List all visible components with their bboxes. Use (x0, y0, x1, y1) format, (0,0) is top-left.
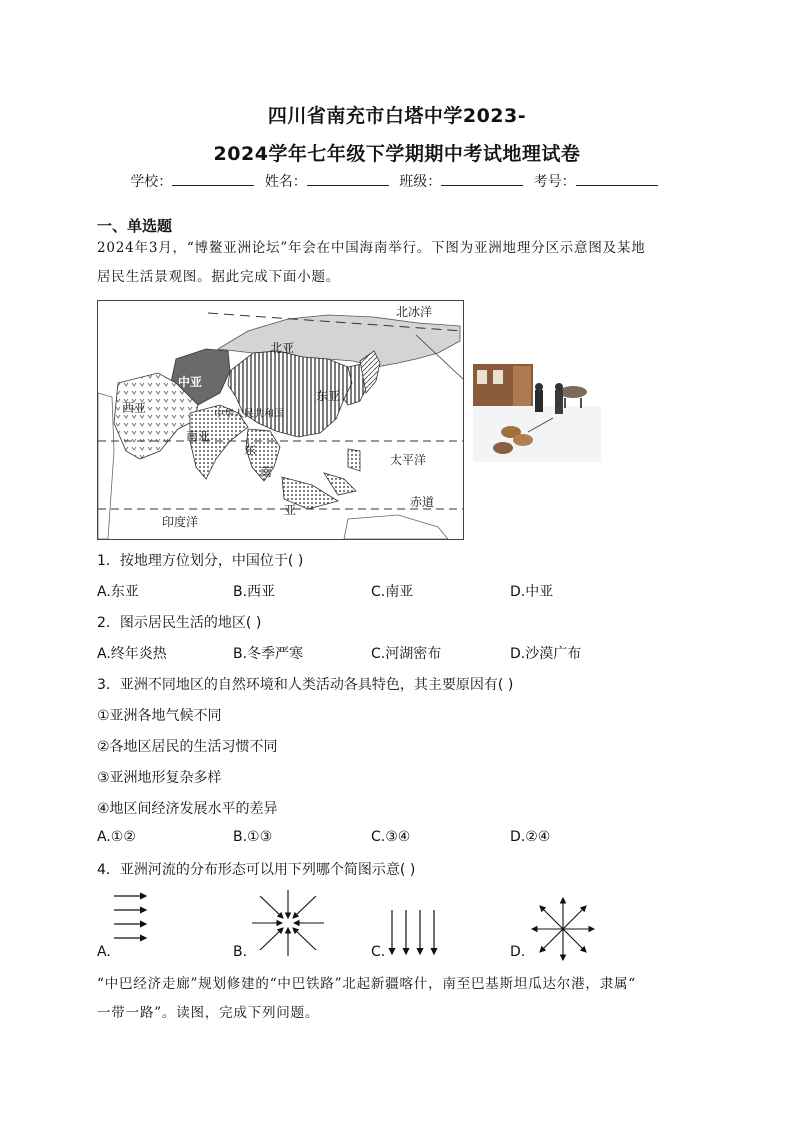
section-heading: 一、单选题 (97, 217, 173, 235)
exam-number-blank[interactable] (576, 173, 658, 186)
china-label: 中华人民共和国 (214, 409, 284, 420)
south-asia-label: 南亚 (186, 429, 211, 443)
page-title-line2: 2024学年七年级下学期期中考试地理试卷 (213, 143, 581, 165)
question-3-stem: 3．亚洲不同地区的自然环境和人类活动各具特色，其主要原因有( ) (97, 677, 514, 693)
q4-option-c[interactable]: C. (371, 944, 386, 960)
central-asia-label: 中亚 (178, 375, 203, 389)
north-asia-label: 北亚 (270, 341, 295, 355)
southeast-asia-label-1: 东 (244, 443, 257, 457)
intro2-line1: “中巴经济走廊”规划修建的“中巴铁路”北起新疆喀什，南至巴基斯坦瓜达尔港，隶属“ (97, 976, 637, 992)
name-label: 姓名： (264, 174, 307, 190)
q3-option-a[interactable]: A.①② (97, 829, 136, 845)
equator-label: 赤道 (410, 495, 435, 509)
east-asia-label: 东亚 (316, 389, 341, 403)
parallel-arrows-icon (112, 888, 152, 948)
q2-option-c[interactable]: C.河湖密布 (371, 646, 442, 662)
question-1-stem: 1．按地理方位划分，中国位于( ) (97, 553, 304, 569)
q4-option-a[interactable]: A. (97, 944, 111, 960)
student-info-row (0, 171, 794, 191)
radiating-arrows-icon (528, 894, 598, 964)
downward-arrows-icon (386, 908, 442, 960)
q1-option-c[interactable]: C.南亚 (371, 584, 414, 600)
intro1-line2: 居民生活景观图。据此完成下面小题。 (97, 269, 341, 285)
name-blank[interactable] (307, 173, 389, 186)
q1-option-a[interactable]: A.东亚 (97, 584, 139, 600)
q1-option-d[interactable]: D.中亚 (510, 584, 554, 600)
q3-option-d[interactable]: D.②④ (510, 829, 551, 845)
arctic-ocean-label: 北冰洋 (396, 305, 433, 319)
resident-life-photo (473, 362, 601, 462)
school-label: 学校： (130, 174, 173, 190)
q4-option-d[interactable]: D. (510, 944, 526, 960)
class-label: 班级： (399, 174, 442, 190)
q3-item-2: ②各地区居民的生活习惯不同 (97, 739, 278, 755)
intro1-line1: 2024年3月，“博鳌亚洲论坛”年会在中国海南举行。下图为亚洲地理分区示意图及某地 (97, 240, 646, 256)
snow-scene-illustration (473, 362, 601, 462)
q2-option-a[interactable]: A.终年炎热 (97, 646, 167, 662)
q2-option-b[interactable]: B.冬季严寒 (233, 646, 304, 662)
southeast-asia-label-3: 亚 (284, 503, 297, 517)
converging-arrows-icon (250, 888, 326, 958)
q3-option-c[interactable]: C.③④ (371, 829, 411, 845)
q4-figure-b[interactable] (250, 888, 326, 962)
q4-figure-a[interactable] (112, 888, 152, 952)
intro2-line2: 一带一路”。读图，完成下列问题。 (97, 1005, 320, 1021)
asia-map-drawing (98, 301, 463, 539)
q3-item-1: ①亚洲各地气候不同 (97, 708, 222, 724)
southeast-asia-label-2: 南 (260, 465, 273, 479)
pacific-ocean-label: 太平洋 (390, 453, 427, 467)
indian-ocean-label: 印度洋 (162, 515, 199, 529)
exam-number-label: 考号： (533, 174, 576, 190)
q3-item-4: ④地区间经济发展水平的差异 (97, 801, 278, 817)
q2-option-d[interactable]: D.沙漠广布 (510, 646, 582, 662)
intro-paragraph-1 (97, 234, 702, 292)
q3-option-b[interactable]: B.①③ (233, 829, 273, 845)
q3-item-3: ③亚洲地形复杂多样 (97, 770, 222, 786)
page-title-line1: 四川省南充市白塔中学2023- (267, 105, 527, 127)
q4-figure-c[interactable] (386, 908, 442, 964)
asia-region-map (97, 300, 464, 540)
intro-paragraph-2 (97, 970, 702, 1028)
class-blank[interactable] (441, 173, 523, 186)
q4-figure-d[interactable] (528, 894, 598, 968)
west-asia-label: 西亚 (122, 401, 147, 415)
q1-option-b[interactable]: B.西亚 (233, 584, 276, 600)
question-4-stem: 4．亚洲河流的分布形态可以用下列哪个简图示意( ) (97, 862, 416, 878)
school-blank[interactable] (172, 173, 254, 186)
q4-option-b[interactable]: B. (233, 944, 248, 960)
question-2-stem: 2．图示居民生活的地区( ) (97, 615, 262, 631)
